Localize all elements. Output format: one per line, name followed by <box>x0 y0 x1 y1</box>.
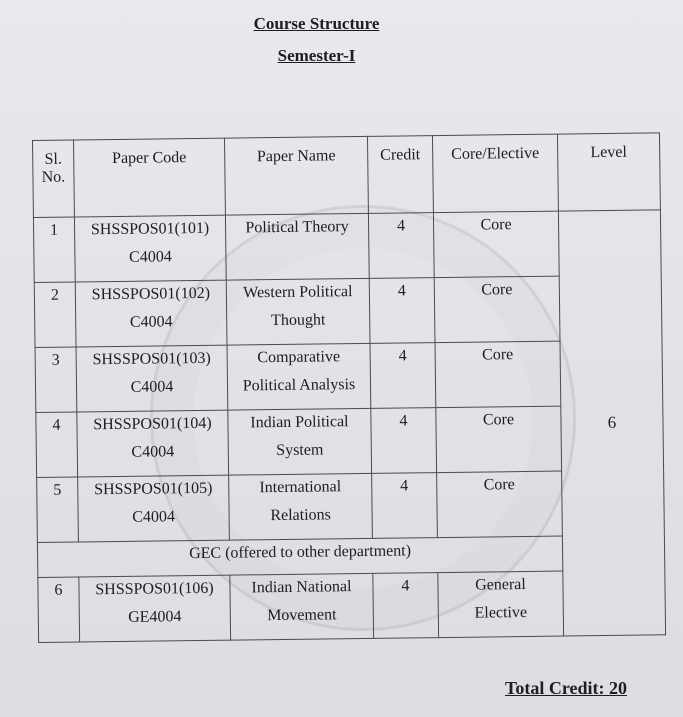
code-line2: C4004 <box>131 443 175 461</box>
table-header-row <box>33 133 661 218</box>
total-credit: Total Credit: 20 <box>504 678 627 698</box>
name-line1: Indian National <box>251 578 352 597</box>
cell-code <box>77 410 229 477</box>
cell-code <box>76 345 228 412</box>
code-line2: C4004 <box>128 248 172 266</box>
page-subtitle: Semester-I <box>277 46 356 65</box>
cell-sl: 5 <box>37 477 79 542</box>
name-line1: Political Theory <box>245 218 349 237</box>
cell-credit: 4 <box>370 343 436 409</box>
course-structure-table <box>32 132 666 643</box>
cell-credit: 4 <box>373 573 439 639</box>
page-title: Course Structure <box>253 14 380 33</box>
cell-type: Core <box>433 211 559 278</box>
cell-name <box>229 473 373 540</box>
cell-sl: 1 <box>33 217 75 282</box>
code-line2: C4004 <box>130 378 174 396</box>
cell-credit: 4 <box>371 408 437 474</box>
table-row <box>33 210 661 283</box>
cell-sl: 2 <box>34 282 76 347</box>
cell-code <box>75 280 227 347</box>
name-line1: Comparative <box>257 348 341 367</box>
cell-type: Core <box>435 341 561 408</box>
name-line1: Indian Political <box>250 413 349 432</box>
cell-credit: 4 <box>369 278 435 344</box>
cell-sl: 4 <box>36 412 78 477</box>
code-line1: SHSSPOS01(103) <box>92 349 211 369</box>
header-sl-no: Sl. No. <box>33 140 75 217</box>
name-line2: Movement <box>267 606 337 625</box>
name-line2: Relations <box>270 506 331 525</box>
code-line1: SHSSPOS01(104) <box>93 414 212 434</box>
cell-type: Core <box>436 406 562 473</box>
gec-label: GEC (offered to other department) <box>37 536 562 577</box>
type-line1: General <box>475 576 526 594</box>
code-line2: C4004 <box>132 508 176 526</box>
cell-type <box>438 571 564 638</box>
name-line2 <box>232 246 362 248</box>
code-line1: SHSSPOS01(102) <box>91 284 211 304</box>
header-core-elective: Core/Elective <box>432 134 558 213</box>
cell-code <box>74 215 226 282</box>
name-line2: System <box>276 441 324 460</box>
cell-sl: 6 <box>38 577 80 642</box>
cell-type: Core <box>434 276 560 343</box>
code-line1: SHSSPOS01(101) <box>90 219 210 239</box>
code-line2: GE4004 <box>128 608 182 626</box>
name-line1: Western Political <box>243 283 353 302</box>
header-level: Level <box>557 133 660 211</box>
cell-name <box>225 213 369 280</box>
cell-type: Core <box>437 471 563 538</box>
name-line1: International <box>259 478 342 497</box>
cell-code <box>78 475 230 542</box>
cell-name <box>227 343 371 410</box>
cell-name <box>226 278 370 345</box>
type-line2: Elective <box>474 603 528 622</box>
cell-credit: 4 <box>368 213 434 279</box>
cell-level: 6 <box>558 210 665 636</box>
cell-name <box>230 573 374 640</box>
code-line2: C4004 <box>129 313 173 331</box>
cell-credit: 4 <box>372 473 438 539</box>
code-line1: SHSSPOS01(105) <box>94 479 213 499</box>
cell-code <box>79 575 231 642</box>
header-paper-code: Paper Code <box>74 138 226 217</box>
header-paper-name: Paper Name <box>224 136 368 215</box>
name-line2: Political Analysis <box>242 376 356 395</box>
code-line1: SHSSPOS01(106) <box>95 579 214 599</box>
header-credit: Credit <box>367 136 433 214</box>
cell-sl: 3 <box>35 347 77 412</box>
cell-name <box>228 408 372 475</box>
name-line2: Thought <box>271 311 326 330</box>
